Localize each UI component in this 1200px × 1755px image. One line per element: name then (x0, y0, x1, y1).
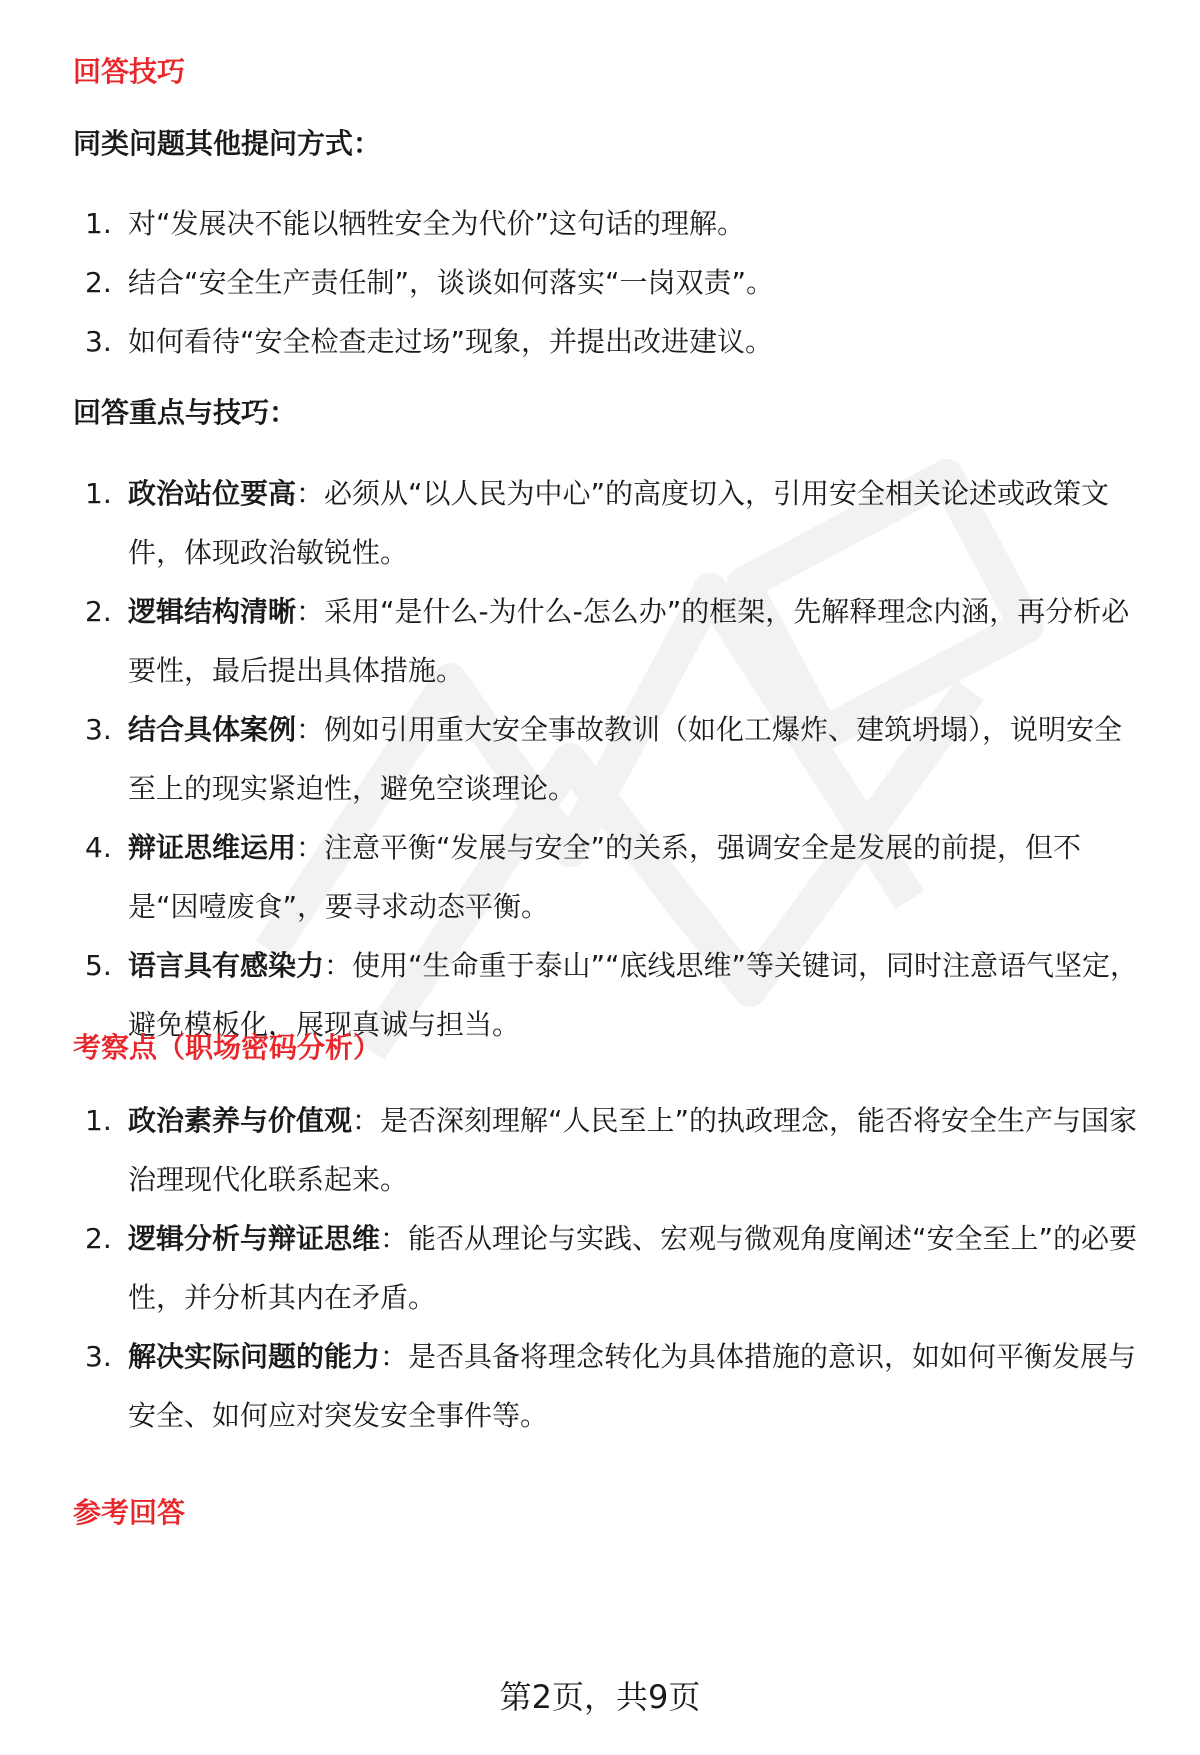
item-text: ：是否具备将理念转化为具体措施的意识，如如何平衡发展与安全、如何应对突发安全事件等。 (128, 1340, 1137, 1432)
item-text: 结合“安全生产责任制”，谈谈如何落实“一岗双责”。 (128, 266, 775, 299)
item-bold-label: 语言具有感染力 (128, 949, 325, 982)
item-text: ：例如引用重大安全事故教训（如化工爆炸、建筑坍塌），说明安全至上的现实紧迫性，避免空谈理论。 (128, 713, 1123, 805)
assessment-heading: 考察点（职场密码分析） (73, 1031, 382, 1064)
list-item (73, 194, 1143, 253)
item-text: ：注意平衡“发展与安全”的关系，强调安全是发展的前提，但不是“因噎废食”，要寻求动态平衡。 (128, 831, 1082, 923)
page-footer: 第2页，共9页 (499, 1678, 701, 1716)
item-bold-label: 逻辑结构清晰 (128, 595, 297, 628)
item-number: 3. (85, 325, 112, 358)
list-item (73, 582, 1143, 700)
list-item (73, 818, 1143, 936)
list-item (73, 1209, 1143, 1327)
key-points-list (73, 464, 1143, 1054)
item-bold-label: 解决实际问题的能力 (128, 1340, 381, 1373)
list-item (73, 1327, 1143, 1445)
list-item (73, 700, 1143, 818)
list-item (73, 1091, 1143, 1209)
list-item (73, 253, 1143, 312)
item-bold-label: 政治素养与价值观 (128, 1104, 353, 1137)
item-text: ：采用“是什么-为什么-怎么办”的框架，先解释理念内涵，再分析必要性，最后提出具体措施。 (128, 595, 1130, 687)
item-bold-label: 辩证思维运用 (128, 831, 297, 864)
item-text: ：是否深刻理解“人民至上”的执政理念，能否将安全生产与国家治理现代化联系起来。 (128, 1104, 1138, 1196)
tips-heading: 回答技巧 (73, 55, 186, 88)
list-item (73, 464, 1143, 582)
item-bold-label: 逻辑分析与辩证思维 (128, 1222, 381, 1255)
key-points-heading: 回答重点与技巧： (73, 396, 298, 429)
item-bold-label: 结合具体案例 (128, 713, 297, 746)
item-number: 1. (85, 207, 112, 240)
item-text: ：能否从理论与实践、宏观与微观角度阐述“安全至上”的必要性，并分析其内在矛盾。 (128, 1222, 1138, 1314)
other-ways-list (73, 194, 1143, 371)
item-number: 3. (85, 1340, 112, 1373)
item-number: 1. (85, 1104, 112, 1137)
other-ways-heading: 同类问题其他提问方式： (73, 127, 382, 160)
item-text: ：使用“生命重于泰山”“底线思维”等关键词，同时注意语气坚定，避免模板化，展现真诚与担当。 (128, 949, 1139, 1041)
item-text: ：必须从“以人民为中心”的高度切入，引用安全相关论述或政策文件，体现政治敏锐性。 (128, 477, 1110, 569)
item-number: 1. (85, 477, 112, 510)
item-text: 如何看待“安全检查走过场”现象，并提出改进建议。 (128, 325, 774, 358)
reference-heading: 参考回答 (73, 1496, 186, 1529)
list-item (73, 312, 1143, 371)
assessment-list (73, 1091, 1143, 1445)
item-number: 2. (85, 595, 112, 628)
item-number: 2. (85, 1222, 112, 1255)
item-number: 4. (85, 831, 112, 864)
item-number: 5. (85, 949, 112, 982)
item-bold-label: 政治站位要高 (128, 477, 297, 510)
item-number: 2. (85, 266, 112, 299)
item-number: 3. (85, 713, 112, 746)
item-text: 对“发展决不能以牺牲安全为代价”这句话的理解。 (128, 207, 746, 240)
